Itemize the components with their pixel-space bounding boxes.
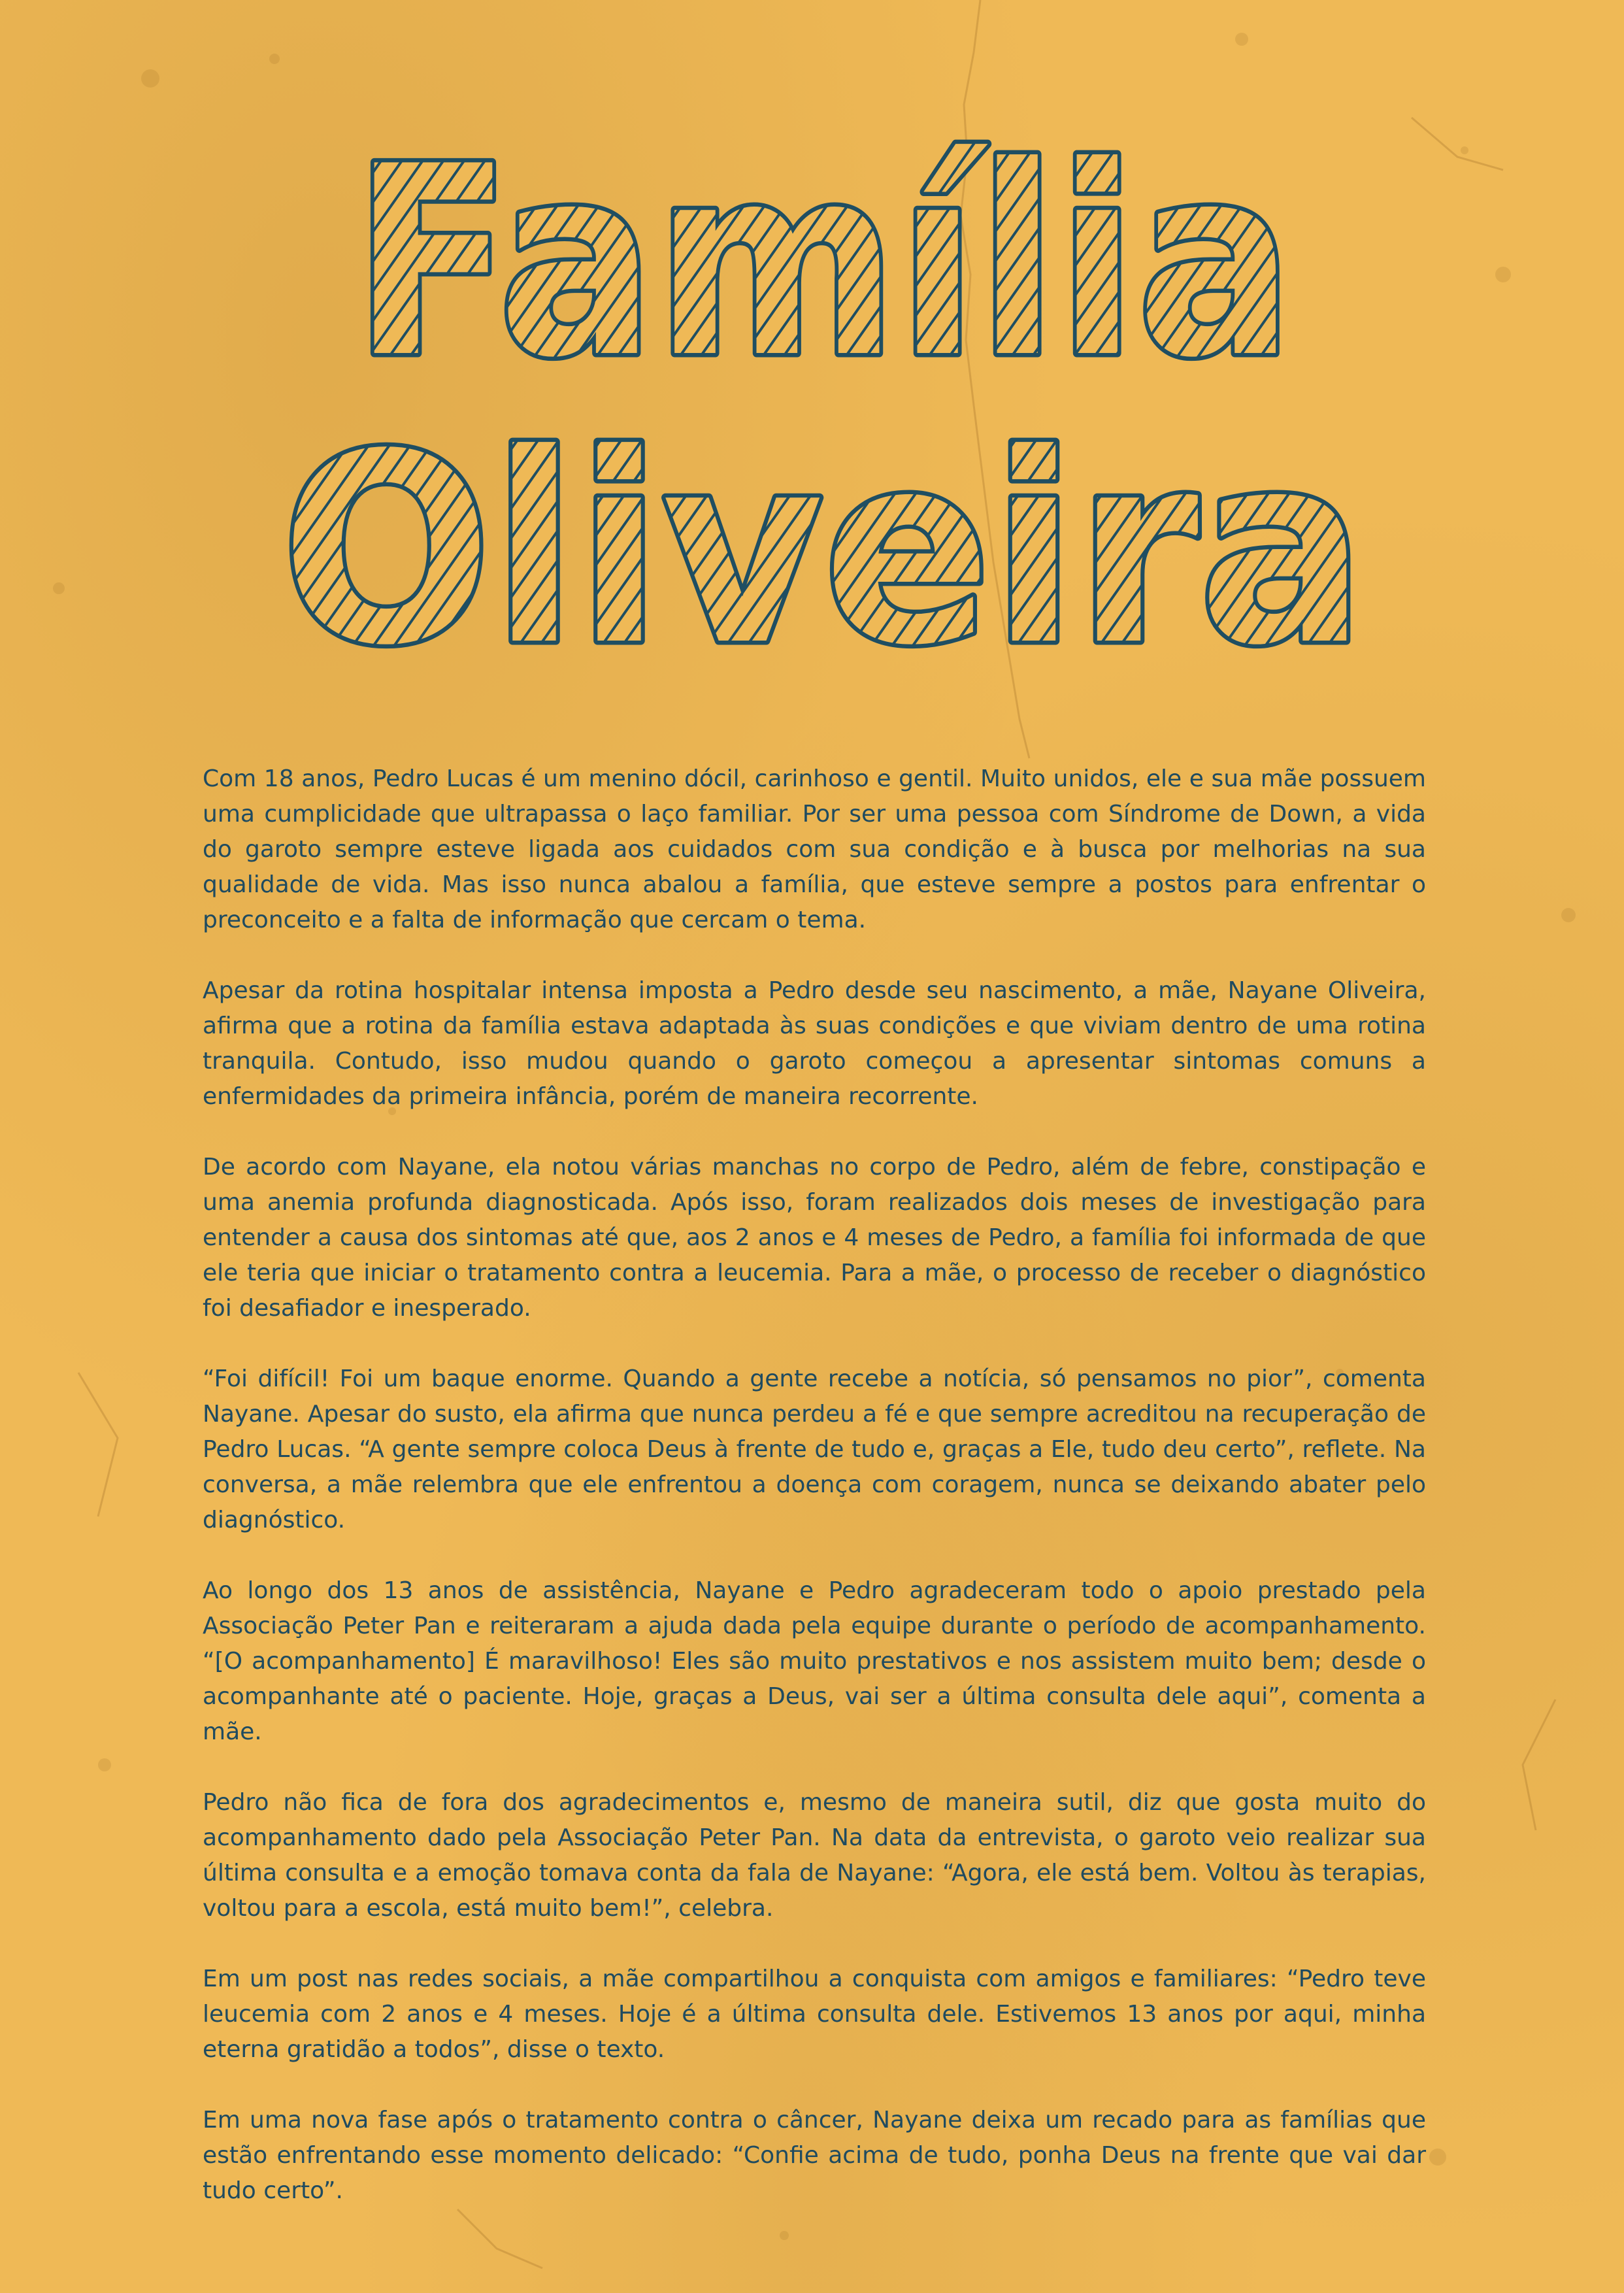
title-line-1: Família — [353, 111, 1294, 415]
paragraph-6: Pedro não fica de fora dos agradecimentos e, mesmo de maneira sutil, diz que gosta muito do acompanhamento dado pela Associação Peter Pan. Na data da entrevista, o garoto veio realizar sua última consulta e a emoção tomava conta da fala de Nayane: “Agora, ele está bem. Voltou às terapias, voltou para a escola, está muito bem!”, celebra. — [203, 1789, 1426, 1922]
paragraph-2: Apesar da rotina hospitalar intensa imposta a Pedro desde seu nascimento, a mãe, Nayane Oliveira, afirma que a rotina da família estava adaptada às suas condições e que viviam dentro de uma rotina tranquila. Contudo, isso mudou quando o garoto começou a apresentar sintomas comuns a enfermidades da primeira infância, porém de maneira recorrente. — [203, 977, 1426, 1110]
paragraph-5: Ao longo dos 13 anos de assistência, Nayane e Pedro agradeceram todo o apoio prestado pela Associação Peter Pan e reiteraram a ajuda dada pela equipe durante o período de acompanhamento. “[O acompanhamento] É maravilhoso! Eles são muito prestativos e nos assistem muito bem; desde o acompanhante até o paciente. Hoje, graças a Deus, vai ser a última consulta dele aqui”, comenta a mãe. — [203, 1577, 1426, 1745]
paragraph-3: De acordo com Nayane, ela notou várias manchas no corpo de Pedro, além de febre, constipação e uma anemia profunda diagnosticada. Após isso, foram realizados dois meses de investigação para entender a causa dos sintomas até que, aos 2 anos e 4 meses de Pedro, a família foi informada de que ele teria que iniciar o tratamento contra a leucemia. Para a mãe, o processo de receber o diagnóstico foi desafiador e inesperado. — [203, 1154, 1426, 1322]
paragraph-1: Com 18 anos, Pedro Lucas é um menino dócil, carinhoso e gentil. Muito unidos, ele e sua mãe possuem uma cumplicidade que ultrapassa o laço familiar. Por ser uma pessoa com Síndrome de Down, a vida do garoto sempre esteve ligada aos cuidados com sua condição e à busca por melhorias na sua qualidade de vida. Mas isso nunca abalou a família, que esteve sempre a postos para enfrentar o preconceito e a falta de informação que cercam o tema. — [203, 765, 1426, 933]
paragraph-8: Em uma nova fase após o tratamento contra o câncer, Nayane deixa um recado para as famílias que estão enfrentando esse momento delicado: “Confie acima de tudo, ponha Deus na frente que vai dar tudo certo”. — [203, 2107, 1426, 2204]
article-body — [203, 762, 1426, 2244]
title-line-2: Oliveira — [281, 399, 1366, 673]
paragraph-7: Em um post nas redes sociais, a mãe compartilhou a conquista com amigos e familiares: “Pedro teve leucemia com 2 anos e 4 meses. Hoje é a última consulta dele. Estivemos 13 anos por aqui, minha eterna gratidão a todos”, disse o texto. — [203, 1966, 1426, 2063]
paragraph-4: “Foi difícil! Foi um baque enorme. Quando a gente recebe a notícia, só pensamos no pior”, comenta Nayane. Apesar do susto, ela afirma que nunca perdeu a fé e que sempre acreditou na recuperação de Pedro Lucas. “A gente sempre coloca Deus à frente de tudo e, graças a Ele, tudo deu certo”, reflete. Na conversa, a mãe relembra que ele enfrentou a doença com coragem, nunca se deixando abater pelo diagnóstico. — [203, 1365, 1426, 1533]
page-title — [248, 111, 1399, 673]
